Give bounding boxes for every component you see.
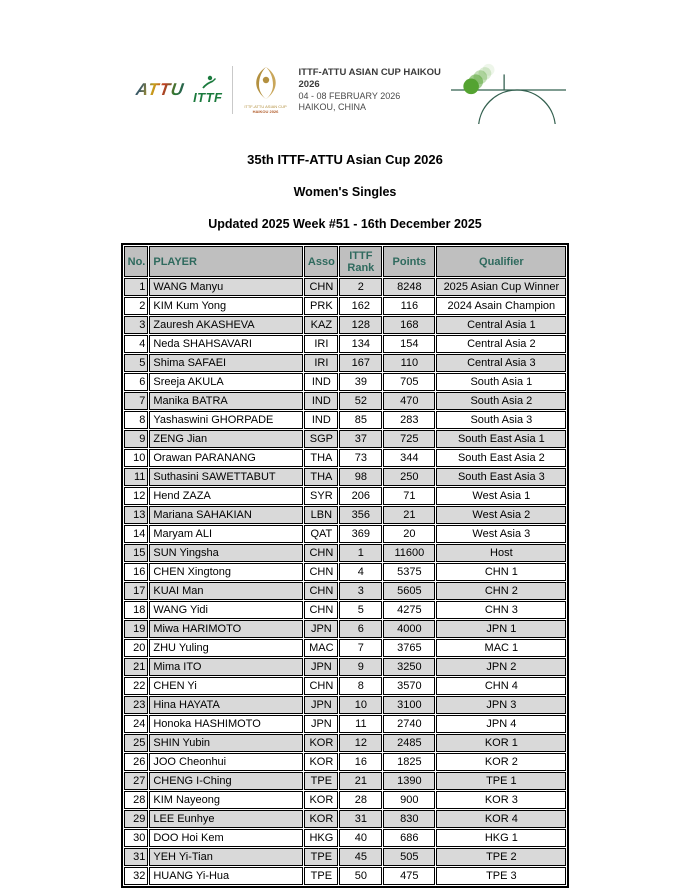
cell-points: 725 [383,430,435,448]
cell-qualifier: South East Asia 1 [436,430,566,448]
table-row [124,867,567,885]
table-header-row [124,246,567,277]
table-row [124,525,567,543]
cell-asso: QAT [304,525,338,543]
cell-asso: CHN [304,544,338,562]
cell-asso: CHN [304,677,338,695]
cell-qualifier: HKG 1 [436,829,566,847]
col-header-player: PLAYER [149,246,303,277]
cell-points: 4000 [383,620,435,638]
cell-player: KUAI Man [149,582,303,600]
col-header-no: No. [124,246,149,277]
cell-no: 3 [124,316,149,334]
cell-points: 3765 [383,639,435,657]
table-row [124,354,567,372]
cell-player: JOO Cheonhui [149,753,303,771]
cell-rank: 9 [339,658,382,676]
cell-player: CHEN Yi [149,677,303,695]
updated-title: Updated 2025 Week #51 - 16th December 2025 [208,217,482,231]
cell-rank: 31 [339,810,382,828]
cell-no: 16 [124,563,149,581]
cell-rank: 28 [339,791,382,809]
table-row [124,753,567,771]
event-dates: 04 - 08 FEBRUARY 2026 [298,91,401,101]
cell-qualifier: KOR 3 [436,791,566,809]
cell-no: 32 [124,867,149,885]
cell-qualifier: West Asia 2 [436,506,566,524]
cell-player: ZHU Yuling [149,639,303,657]
cell-qualifier: South Asia 2 [436,392,566,410]
cell-points: 2485 [383,734,435,752]
cell-qualifier: Central Asia 1 [436,316,566,334]
event-location: HAIKOU, CHINA [298,102,367,112]
cell-rank: 10 [339,696,382,714]
cell-asso: KOR [304,753,338,771]
cell-asso: IRI [304,354,338,372]
cell-no: 28 [124,791,149,809]
cell-no: 24 [124,715,149,733]
brand-header [136,54,566,126]
cell-asso: KOR [304,810,338,828]
logo-divider [232,66,233,114]
cell-points: 5375 [383,563,435,581]
table-row [124,791,567,809]
table-row [124,620,567,638]
cell-rank: 16 [339,753,382,771]
cell-points: 154 [383,335,435,353]
table-row [124,506,567,524]
ittf-logo [193,75,222,105]
cell-player: Neda SHAHSAVARI [149,335,303,353]
cell-no: 9 [124,430,149,448]
table-row [124,772,567,790]
haikou-emblem-icon [249,66,283,104]
cell-points: 1390 [383,772,435,790]
cell-points: 2740 [383,715,435,733]
table-row [124,601,567,619]
cell-points: 71 [383,487,435,505]
table-row [124,278,567,296]
cell-rank: 50 [339,867,382,885]
cell-points: 21 [383,506,435,524]
cell-no: 27 [124,772,149,790]
cell-qualifier: Central Asia 3 [436,354,566,372]
cell-no: 20 [124,639,149,657]
cell-no: 18 [124,601,149,619]
cell-player: Orawan PARANANG [149,449,303,467]
col-header-asso: Asso [304,246,338,277]
cell-asso: KOR [304,734,338,752]
table-row [124,848,567,866]
table-row [124,582,567,600]
cell-asso: TPE [304,848,338,866]
titles-block [0,152,690,231]
cell-points: 1825 [383,753,435,771]
ittf-player-icon [200,75,216,90]
cell-player: Manika BATRA [149,392,303,410]
cell-qualifier: South Asia 3 [436,411,566,429]
cell-player: Mariana SAHAKIAN [149,506,303,524]
cell-player: HUANG Yi-Hua [149,867,303,885]
cell-rank: 40 [339,829,382,847]
table-row [124,696,567,714]
cell-qualifier: Central Asia 2 [436,335,566,353]
cell-asso: KOR [304,791,338,809]
cell-rank: 5 [339,601,382,619]
table-row [124,297,567,315]
cell-rank: 128 [339,316,382,334]
cell-asso: MAC [304,639,338,657]
cell-no: 19 [124,620,149,638]
cell-rank: 4 [339,563,382,581]
cell-player: Yashaswini GHORPADE [149,411,303,429]
cell-no: 29 [124,810,149,828]
cell-points: 116 [383,297,435,315]
cell-points: 11600 [383,544,435,562]
category-title: Women's Singles [293,185,397,199]
cell-asso: TPE [304,867,338,885]
cell-asso: HKG [304,829,338,847]
emblem-caption-line2: HAIKOU 2026 [252,109,279,114]
cell-player: Mima ITO [149,658,303,676]
cell-qualifier: 2024 Asain Champion [436,297,566,315]
table-row [124,563,567,581]
cell-player: DOO Hoi Kem [149,829,303,847]
table-row [124,335,567,353]
cell-asso: CHN [304,563,338,581]
cell-rank: 12 [339,734,382,752]
cell-points: 3570 [383,677,435,695]
cell-points: 168 [383,316,435,334]
cell-points: 250 [383,468,435,486]
cell-player: CHEN Xingtong [149,563,303,581]
cell-qualifier: CHN 3 [436,601,566,619]
cell-qualifier: South East Asia 3 [436,468,566,486]
page-title: 35th ITTF-ATTU Asian Cup 2026 [247,152,443,167]
table-row [124,468,567,486]
cell-rank: 98 [339,468,382,486]
table-row [124,734,567,752]
cell-qualifier: South East Asia 2 [436,449,566,467]
cell-asso: LBN [304,506,338,524]
cell-qualifier: CHN 2 [436,582,566,600]
table-row [124,449,567,467]
cell-no: 7 [124,392,149,410]
cell-asso: CHN [304,601,338,619]
cell-points: 475 [383,867,435,885]
cell-player: Hend ZAZA [149,487,303,505]
emblem-caption-line1: ITTF-ATTU ASIAN CUP [244,104,287,109]
cell-points: 283 [383,411,435,429]
cell-rank: 369 [339,525,382,543]
cell-points: 830 [383,810,435,828]
cell-no: 15 [124,544,149,562]
table-row [124,810,567,828]
cell-player: Sreeja AKULA [149,373,303,391]
cell-points: 3250 [383,658,435,676]
cell-no: 30 [124,829,149,847]
cell-no: 25 [124,734,149,752]
event-text-block [299,67,451,113]
cell-no: 26 [124,753,149,771]
cell-rank: 6 [339,620,382,638]
cell-qualifier: Host [436,544,566,562]
cell-asso: THA [304,468,338,486]
cell-no: 11 [124,468,149,486]
cell-points: 344 [383,449,435,467]
col-header-qualifier: Qualifier [436,246,566,277]
table-row [124,411,567,429]
cell-player: YEH Yi-Tian [149,848,303,866]
cell-player: Shima SAFAEI [149,354,303,372]
cell-qualifier: TPE 2 [436,848,566,866]
table-body [124,278,567,885]
cell-player: SUN Yingsha [149,544,303,562]
table-row [124,829,567,847]
cell-points: 705 [383,373,435,391]
cell-rank: 85 [339,411,382,429]
logo-group [136,66,290,114]
table-row [124,392,567,410]
cell-rank: 39 [339,373,382,391]
cell-points: 686 [383,829,435,847]
cell-no: 13 [124,506,149,524]
cell-qualifier: MAC 1 [436,639,566,657]
cell-rank: 37 [339,430,382,448]
table-row [124,373,567,391]
cell-asso: THA [304,449,338,467]
cell-points: 900 [383,791,435,809]
cell-points: 8248 [383,278,435,296]
cell-rank: 2 [339,278,382,296]
cell-no: 5 [124,354,149,372]
table-row [124,487,567,505]
table-row [124,715,567,733]
cell-qualifier: 2025 Asian Cup Winner [436,278,566,296]
haikou-emblem [242,66,290,114]
cell-rank: 356 [339,506,382,524]
ittf-logo-label: ITTF [193,90,223,105]
cell-qualifier: KOR 2 [436,753,566,771]
table-row [124,544,567,562]
cell-points: 20 [383,525,435,543]
cell-no: 10 [124,449,149,467]
cell-qualifier: CHN 1 [436,563,566,581]
cell-player: LEE Eunhye [149,810,303,828]
cell-points: 4275 [383,601,435,619]
cell-asso: IND [304,411,338,429]
cell-no: 8 [124,411,149,429]
cell-asso: TPE [304,772,338,790]
cell-no: 23 [124,696,149,714]
cell-qualifier: JPN 3 [436,696,566,714]
cell-qualifier: KOR 4 [436,810,566,828]
cell-qualifier: JPN 4 [436,715,566,733]
cell-asso: JPN [304,696,338,714]
cell-asso: PRK [304,297,338,315]
cell-points: 3100 [383,696,435,714]
cell-rank: 206 [339,487,382,505]
table-row [124,677,567,695]
cell-no: 17 [124,582,149,600]
cell-points: 5605 [383,582,435,600]
cell-points: 470 [383,392,435,410]
cell-no: 21 [124,658,149,676]
cell-qualifier: TPE 1 [436,772,566,790]
cell-player: KIM Nayeong [149,791,303,809]
attu-logo: ATTU [134,80,186,99]
cell-qualifier: JPN 2 [436,658,566,676]
cell-points: 505 [383,848,435,866]
cell-rank: 52 [339,392,382,410]
cell-player: CHENG I-Ching [149,772,303,790]
cell-rank: 11 [339,715,382,733]
cell-no: 31 [124,848,149,866]
cell-asso: JPN [304,658,338,676]
cell-asso: CHN [304,278,338,296]
event-title: ITTF-ATTU ASIAN CUP HAIKOU 2026 [298,67,441,90]
ranking-table [121,243,570,888]
cell-player: Suthasini SAWETTABUT [149,468,303,486]
cell-asso: SYR [304,487,338,505]
cell-rank: 73 [339,449,382,467]
cell-player: Miwa HARIMOTO [149,620,303,638]
cell-points: 110 [383,354,435,372]
cell-no: 1 [124,278,149,296]
cell-player: KIM Kum Yong [149,297,303,315]
cell-no: 6 [124,373,149,391]
cell-asso: IND [304,373,338,391]
cell-qualifier: KOR 1 [436,734,566,752]
cell-asso: SGP [304,430,338,448]
cell-player: Honoka HASHIMOTO [149,715,303,733]
cell-rank: 162 [339,297,382,315]
col-header-points: Points [383,246,435,277]
cell-player: WANG Yidi [149,601,303,619]
table-row [124,430,567,448]
table-row [124,639,567,657]
cell-qualifier: JPN 1 [436,620,566,638]
table-tennis-graphic [451,56,566,124]
cell-qualifier: West Asia 3 [436,525,566,543]
cell-no: 4 [124,335,149,353]
cell-asso: IRI [304,335,338,353]
table-row [124,316,567,334]
cell-asso: CHN [304,582,338,600]
cell-player: Zauresh AKASHEVA [149,316,303,334]
cell-rank: 167 [339,354,382,372]
cell-no: 12 [124,487,149,505]
cell-no: 14 [124,525,149,543]
cell-player: ZENG Jian [149,430,303,448]
cell-rank: 8 [339,677,382,695]
cell-rank: 3 [339,582,382,600]
cell-player: Maryam ALI [149,525,303,543]
cell-asso: JPN [304,620,338,638]
cell-rank: 7 [339,639,382,657]
cell-asso: IND [304,392,338,410]
cell-rank: 45 [339,848,382,866]
cell-qualifier: West Asia 1 [436,487,566,505]
col-header-rank: ITTF Rank [339,246,382,277]
cell-qualifier: South Asia 1 [436,373,566,391]
cell-qualifier: TPE 3 [436,867,566,885]
cell-qualifier: CHN 4 [436,677,566,695]
table-row [124,658,567,676]
cell-asso: KAZ [304,316,338,334]
cell-player: WANG Manyu [149,278,303,296]
cell-no: 2 [124,297,149,315]
cell-rank: 134 [339,335,382,353]
cell-no: 22 [124,677,149,695]
cell-player: SHIN Yubin [149,734,303,752]
cell-rank: 21 [339,772,382,790]
cell-asso: JPN [304,715,338,733]
cell-player: Hina HAYATA [149,696,303,714]
cell-rank: 1 [339,544,382,562]
